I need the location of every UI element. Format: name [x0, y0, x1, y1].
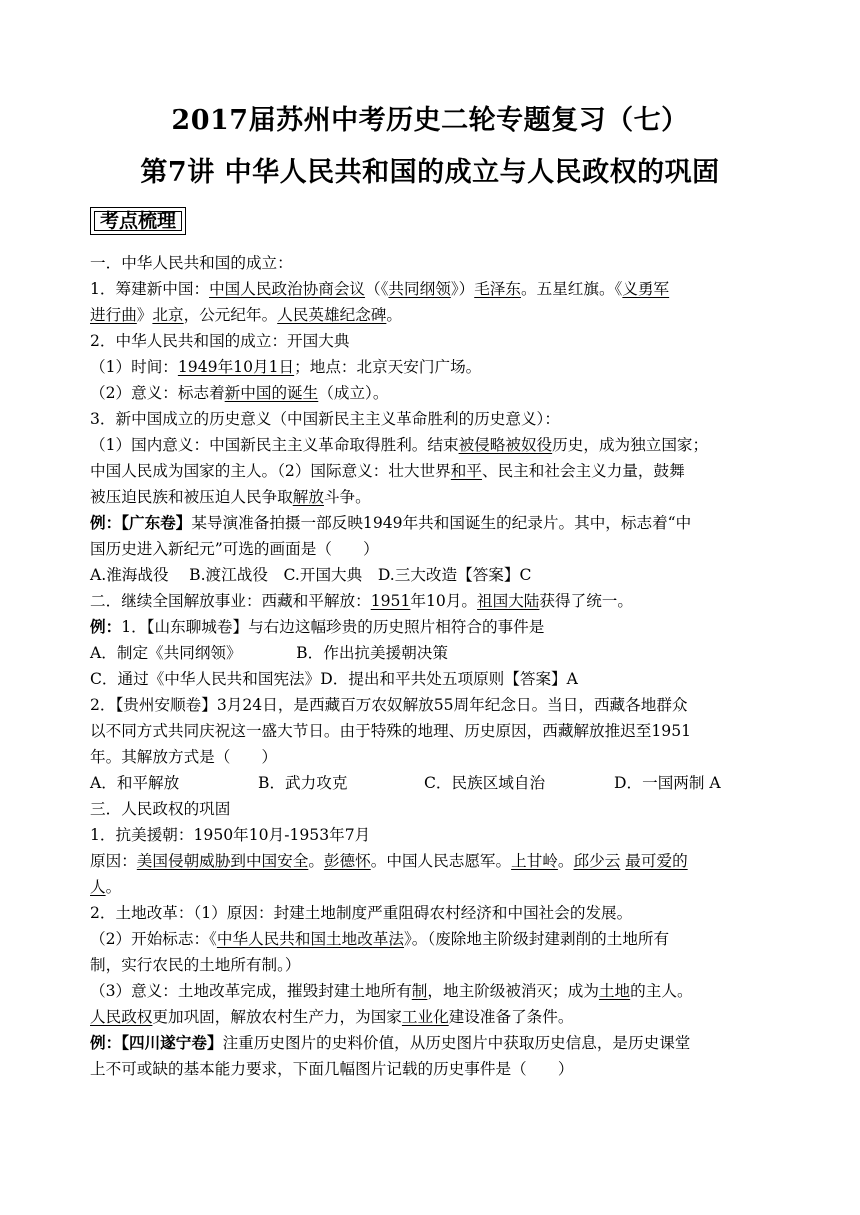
example-guizhou — [90, 692, 780, 718]
source-tag: 1．【山东聊城卷】 — [121, 618, 249, 636]
text: ，公元纪年。 — [183, 306, 278, 324]
keyword: 北京 — [152, 306, 184, 324]
text: 历史，成为独立国家； — [552, 436, 709, 454]
example-guangdong-options: A.淮海战役 B.渡江战役 C.开国大典 D.三大改造【答案】C — [90, 566, 532, 584]
example-sichuan — [90, 1030, 780, 1056]
text: 。 — [105, 878, 122, 896]
example-guizhou-cont: 以不同方式共同庆祝这一盛大节日。由于特殊的地理、历史原因，西藏解放推迟至1951 — [90, 722, 692, 740]
text: ，地主阶级被消灭；成为 — [427, 982, 599, 1000]
option-c: C．民族区域自治 — [424, 774, 546, 792]
text: （1）国内意义：中国新民主主义革命取得胜利。结束 — [90, 436, 459, 454]
text: 。五星红旗。《 — [521, 280, 623, 298]
keyword: 制 — [411, 982, 428, 1000]
line-founding-ceremony: 2．中华人民共和国的成立：开国大典 — [90, 332, 350, 350]
keyword: 祖国大陆 — [477, 592, 540, 610]
example-label: 例： — [90, 1033, 122, 1052]
text: 更加巩固，解放农村生产力，为国家 — [152, 1008, 402, 1026]
line-land-reform-start-cont: 制，实行农民的土地所有制。） — [90, 956, 301, 974]
text: 》 — [136, 306, 153, 324]
keyword: 工业化 — [401, 1008, 449, 1026]
keyword: 共同纲领 — [388, 280, 451, 298]
text: （2）开始标志：《 — [90, 930, 217, 948]
keyword: 1951 — [370, 592, 411, 610]
text: 某导演准备拍摄一部反映1949年共和国诞生的纪录片。其中，标志着“中 — [191, 514, 692, 532]
line-korean-war: 1．抗美援朝：1950年10月-1953年7月 — [90, 826, 371, 844]
example-label: 例： — [90, 617, 122, 636]
keyword: 人民政权 — [90, 1008, 153, 1026]
text: 1．筹建新中国： — [90, 280, 210, 298]
keyword: 上甘岭 — [511, 852, 558, 870]
text: 与右边这幅珍贵的历史照片相符合的事件是 — [248, 618, 545, 636]
example-guangdong-cont: 国历史进入新纪元”可选的画面是（ ） — [90, 540, 379, 558]
keyword: 毛泽东 — [474, 280, 521, 298]
text: （2）意义：标志着 — [90, 384, 225, 402]
text: 被压迫民族和被压迫人民争取 — [90, 488, 293, 506]
keyword: 新中国的诞生 — [224, 384, 319, 402]
text: 原因： — [90, 852, 137, 870]
text: 的主人。 — [630, 982, 693, 1000]
line-international-meaning-cont — [90, 484, 780, 510]
line-significance — [90, 380, 780, 406]
line-time — [90, 354, 780, 380]
example-sichuan-cont: 上不可或缺的基本能力要求，下面几幅图片记载的历史事件是（ ） — [90, 1060, 574, 1078]
lesson-title: 第7讲 中华人民共和国的成立与人民政权的巩固 — [140, 157, 720, 188]
example-shandong-options-cd: C．通过《中华人民共和国宪法》D．提出和平共处五项原则【答案】A — [90, 670, 578, 688]
example-shandong-options-ab: A．制定《共同纲领》 B．作出抗美援朝决策 — [90, 644, 448, 662]
heading-founding: 一．中华人民共和国的成立： — [90, 254, 293, 272]
text: 建设准备了条件。 — [448, 1008, 574, 1026]
keyword: 解放 — [292, 488, 324, 506]
text: 。中国人民志愿军。 — [370, 852, 512, 870]
section-box — [90, 207, 186, 235]
source-tag: 【四川遂宁卷】 — [121, 1033, 223, 1052]
text: 二．继续全国解放事业：西藏和平解放： — [90, 592, 371, 610]
text: （1）时间： — [90, 358, 178, 376]
section-box-inner-border — [94, 211, 182, 231]
keyword: 人民英雄纪念碑 — [277, 306, 387, 324]
example-guangdong — [90, 510, 780, 536]
keyword: 被侵略被奴役 — [458, 436, 553, 454]
line-land-reform-meaning-cont — [90, 1004, 780, 1030]
line-korean-war-cause-cont — [90, 874, 780, 900]
line-domestic-meaning — [90, 432, 780, 458]
text: 。 — [386, 306, 402, 324]
keyword: 彭德怀 — [323, 852, 371, 870]
keyword: 和平 — [450, 462, 482, 480]
keyword: 邱少云 — [573, 852, 621, 870]
keyword: 进行曲 — [90, 306, 137, 324]
keyword: 人 — [90, 878, 106, 896]
keyword: 中华人民共和国土地改革法 — [216, 930, 405, 948]
text: 、民主和社会主义力量，鼓舞 — [481, 462, 685, 480]
line-land-reform-start — [90, 926, 780, 952]
text: 。 — [308, 852, 324, 870]
line-preparation-cont — [90, 302, 780, 328]
text: 获得了统一。 — [539, 592, 633, 610]
line-land-reform-meaning — [90, 978, 780, 1004]
source-tag: 【广东卷】 — [121, 513, 192, 532]
line-korean-war-cause — [90, 848, 780, 874]
line-historic-meaning: 3．新中国成立的历史意义（中国新民主主义革命胜利的历史意义）： — [90, 410, 560, 428]
line-land-reform: 2．土地改革：（1）原因：封建土地制度严重阻碍农村经济和中国社会的发展。 — [90, 904, 633, 922]
example-guizhou-question: 年。其解放方式是（ ） — [90, 748, 278, 766]
keyword: 土地 — [598, 982, 631, 1000]
text: 。 — [557, 852, 574, 870]
line-international-meaning — [90, 458, 780, 484]
text: 》） — [450, 280, 475, 298]
document-body — [90, 250, 780, 1082]
option-b: B．武力攻克 — [258, 774, 348, 792]
line-preparation — [90, 276, 780, 302]
example-label: 例： — [90, 513, 122, 532]
text: 年10月。 — [410, 592, 478, 610]
keyword: 中国人民政治协商会议 — [209, 280, 366, 298]
example-shandong — [90, 614, 780, 640]
document-title: 2017届苏州中考历史二轮专题复习（七） — [171, 105, 689, 136]
text: 注重历史图片的史料价值，从历史图片中获取历史信息，是历史课堂 — [222, 1034, 691, 1052]
text: 3月24日，是西藏百万农奴解放55周年纪念日。当日，西藏各地群众 — [216, 696, 688, 714]
option-d: D．一国两制 A — [614, 774, 721, 792]
keyword: 美国侵朝威胁到中国安全 — [136, 852, 309, 870]
text: 》。（废除地主阶级封建剥削的土地所有 — [404, 930, 670, 948]
text: 中国人民成为国家的主人。（2）国际意义：壮大世界 — [90, 462, 451, 480]
option-a: A．和平解放 — [90, 774, 180, 792]
keyword: 义勇军 — [622, 280, 670, 298]
heading-consolidation: 三．人民政权的巩固 — [90, 800, 231, 818]
text: （《 — [365, 280, 389, 298]
source-tag: 【贵州安顺卷】 — [115, 696, 217, 714]
example-guizhou-options — [90, 770, 780, 796]
text: ；地点：北京天安门广场。 — [294, 358, 482, 376]
text: 斗争。 — [323, 488, 371, 506]
heading-liberation — [90, 588, 780, 614]
keyword: 1949年10月1日 — [177, 358, 295, 376]
text: 2． — [90, 696, 116, 714]
keyword: 最可爱的 — [625, 852, 688, 870]
text: （成立）。 — [318, 384, 389, 402]
section-box-label: 考点梳理 — [99, 210, 176, 232]
text: （3）意义：土地改革完成，摧毁封建土地所有 — [90, 982, 412, 1000]
